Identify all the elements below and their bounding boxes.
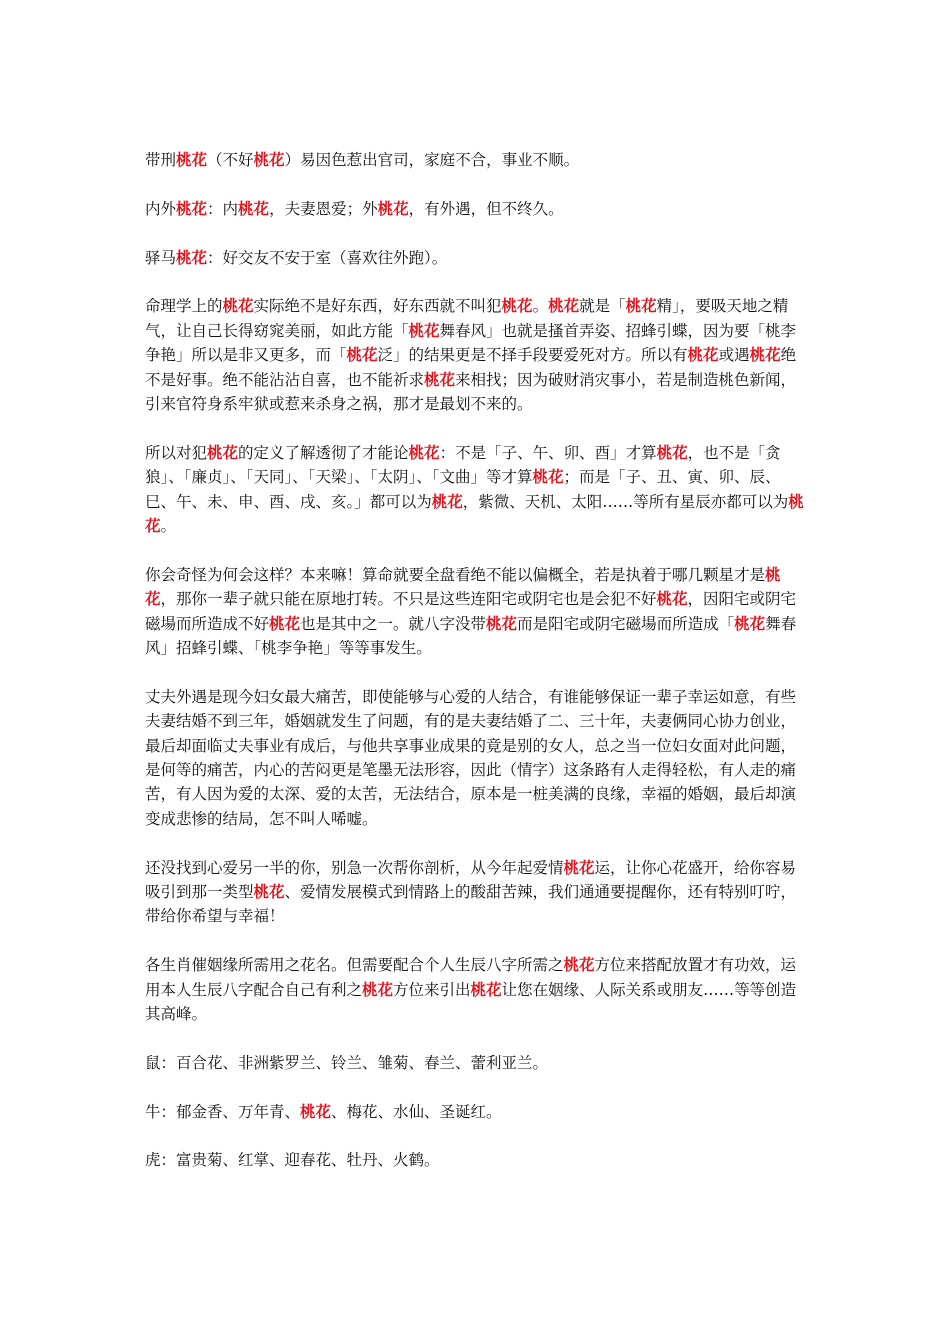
paragraph bbox=[145, 441, 805, 539]
text-run: 也是其中之一。就八字没带 bbox=[300, 614, 487, 633]
text-run: 虎：富贵菊、红掌、迎春花、牡丹、火鹤。 bbox=[145, 1151, 440, 1170]
paragraph bbox=[145, 197, 805, 221]
paragraph bbox=[145, 953, 805, 1026]
text-run: ，因阳宅或阴宅磁場而所造成不好 bbox=[145, 590, 797, 633]
highlight-keyword: 桃花 bbox=[176, 247, 208, 267]
highlight-keyword: 桃花 bbox=[501, 296, 533, 316]
highlight-keyword: 桃花 bbox=[470, 979, 502, 999]
text-run: 方位来搭配放置才有功效，运用本人生辰八字配合自己有利之 bbox=[145, 956, 797, 999]
highlight-keyword: 桃花 bbox=[238, 198, 270, 218]
highlight-keyword: 桃花 bbox=[431, 491, 463, 511]
paragraph bbox=[145, 294, 805, 416]
text-run: 方位来引出 bbox=[393, 980, 471, 999]
highlight-keyword: 桃花 bbox=[207, 442, 239, 462]
highlight-keyword: 桃花 bbox=[408, 320, 440, 340]
text-run: 绝不是好事。绝不能沾沾自喜，也不能祈求 bbox=[145, 346, 797, 389]
highlight-keyword: 桃花 bbox=[532, 467, 564, 487]
text-run: ：内 bbox=[207, 199, 239, 218]
highlight-keyword: 桃花 bbox=[408, 442, 440, 462]
highlight-keyword: 桃花 bbox=[253, 150, 285, 169]
highlight-keyword: 桃花 bbox=[145, 491, 804, 536]
text-run: 。 bbox=[160, 517, 177, 536]
paragraph bbox=[145, 1051, 805, 1075]
highlight-keyword: 桃花 bbox=[749, 345, 781, 365]
text-run: 带刑 bbox=[145, 151, 177, 169]
document-body bbox=[145, 148, 805, 1197]
text-run: 还没找到心爱另一半的你，别急一次帮你剖析，从今年起爱情 bbox=[145, 858, 564, 877]
text-run: 运，让你心花盛开，给你容易吸引到那一类型 bbox=[145, 858, 797, 902]
highlight-keyword: 桃花 bbox=[656, 442, 688, 462]
text-run: ：好交友不安于室（喜欢往外跑）。 bbox=[207, 248, 448, 267]
highlight-keyword: 桃花 bbox=[269, 613, 301, 633]
text-run: ，也不是「贪狼」、「廉贞」、「天同」、「天梁」、「太阴」、「文曲」等才算 bbox=[145, 443, 781, 487]
paragraph bbox=[145, 246, 805, 270]
highlight-keyword: 桃花 bbox=[176, 150, 208, 169]
text-run: 或遇 bbox=[718, 346, 750, 365]
text-run: 而是阳宅或阴宅磁場而所造成「 bbox=[517, 614, 735, 633]
text-run: ，紫微、天机、太阳……等所有星辰亦都可以为 bbox=[462, 492, 789, 511]
text-run: 精」，要吸天地之精气，让自己长得窈窕美丽，如此方能「 bbox=[145, 297, 789, 340]
text-run: ，有外遇，但不终久。 bbox=[408, 199, 564, 218]
text-run: 所以对犯 bbox=[145, 443, 208, 462]
text-run: 内外 bbox=[145, 199, 177, 218]
text-run: ：不是「子、午、卯、酉」才算 bbox=[439, 443, 657, 462]
text-run: 实际绝不是好东西，好东西就不叫犯 bbox=[253, 297, 502, 316]
text-run: 丈夫外遇是现今妇女最大痛苦，即使能够与心爱的人结合，有谁能够保证一辈子幸运如意，有些夫妻结婚不到三年，婚姻就发生了问题，有的是夫妻结婚了二、三十年，夫妻俩同心协力创业，最后却面临丈夫事业有成后，与他共享事业成果的竟是别的女人，总之当一位妇女面对此问题，是何等的痛苦，内心的苦闷更是笔墨无法形容，因此（情字）这条路有人走得轻松，有人走的痛苦，有人因为爱的太深、爱的太苦，无法结合，原本是一桩美满的良缘，幸福的婚姻，最后却演变成悲惨的结局，怎不叫人唏嘘。 bbox=[145, 687, 797, 828]
text-run: 就是「 bbox=[579, 297, 626, 316]
text-run: 驿马 bbox=[145, 248, 177, 267]
highlight-keyword: 桃花 bbox=[734, 613, 766, 633]
text-run: 让您在姻缘、人际关系或朋友……等等创造其高峰。 bbox=[145, 980, 797, 1024]
text-run: 来相找；因为破财消灾事小，若是制造桃色新闻，引来官符身系牢狱或惹来杀身之祸，那才是最划不来的。 bbox=[145, 370, 797, 414]
highlight-keyword: 桃花 bbox=[563, 857, 595, 877]
text-run: 牛：郁金香、万年青、 bbox=[145, 1102, 301, 1121]
text-run: （不好 bbox=[207, 151, 254, 169]
text-run: ；而是「子、丑、寅、卯、辰、巳、午、未、申、酉、戌、亥。」都可以为 bbox=[145, 468, 781, 511]
text-run: 、梅花、水仙、圣诞红。 bbox=[331, 1102, 502, 1121]
paragraph bbox=[145, 563, 805, 661]
highlight-keyword: 桃花 bbox=[253, 882, 285, 902]
text-run: 舞春风」招蜂引蝶、「桃李争艳」等等事发生。 bbox=[145, 614, 797, 658]
text-run: 、爱情发展模式到情路上的酸甜苦辣，我们通通要提醒你，还有特别叮咛，带给你希望与幸福！ bbox=[145, 883, 797, 926]
highlight-keyword: 桃花 bbox=[300, 1101, 332, 1121]
highlight-keyword: 桃花 bbox=[424, 369, 456, 389]
text-run: ，那你一辈子就只能在原地打转。不只是这些连阳宅或阴宅也是会犯不好 bbox=[160, 590, 657, 609]
paragraph bbox=[145, 1100, 805, 1124]
highlight-keyword: 桃花 bbox=[222, 296, 254, 316]
highlight-keyword: 桃花 bbox=[656, 589, 688, 609]
highlight-keyword: 桃花 bbox=[625, 296, 657, 316]
paragraph bbox=[145, 685, 805, 831]
text-run: ）易因色惹出官司，家庭不合，事业不顺。 bbox=[284, 151, 580, 169]
highlight-keyword: 桃花 bbox=[176, 198, 208, 218]
text-run: 。 bbox=[532, 297, 549, 316]
paragraph bbox=[145, 1148, 805, 1172]
highlight-keyword: 桃花 bbox=[362, 979, 394, 999]
paragraph bbox=[145, 856, 805, 929]
highlight-keyword: 桃花 bbox=[548, 296, 580, 316]
text-run: 各生肖催姻缘所需用之花名。但需要配合个人生辰八字所需之 bbox=[145, 956, 564, 975]
text-run: 命理学上的 bbox=[145, 297, 223, 316]
text-run: 鼠：百合花、非洲紫罗兰、铃兰、雏菊、春兰、蕾利亚兰。 bbox=[145, 1053, 549, 1072]
highlight-keyword: 桃花 bbox=[563, 955, 595, 975]
highlight-keyword: 桃花 bbox=[377, 198, 409, 218]
text-run: 你会奇怪为何会这样？本来嘛！算命就要全盘看绝不能以偏概全，若是执着于哪几颗星才是 bbox=[145, 565, 766, 584]
highlight-keyword: 桃花 bbox=[687, 345, 719, 365]
highlight-keyword: 桃花 bbox=[346, 345, 378, 365]
text-run: 泛」的结果更是不择手段要爱死对方。所以有 bbox=[377, 346, 688, 365]
text-run: ，夫妻恩爱；外 bbox=[269, 199, 378, 218]
text-run: 舞春风」也就是搔首弄姿、招蜂引蝶，因为要「桃李争艳」所以是非又更多，而「 bbox=[145, 321, 797, 365]
highlight-keyword: 桃花 bbox=[486, 613, 518, 633]
highlight-keyword: 桃花 bbox=[145, 564, 781, 609]
paragraph bbox=[145, 148, 805, 172]
text-run: 的定义了解透彻了才能论 bbox=[238, 443, 409, 462]
